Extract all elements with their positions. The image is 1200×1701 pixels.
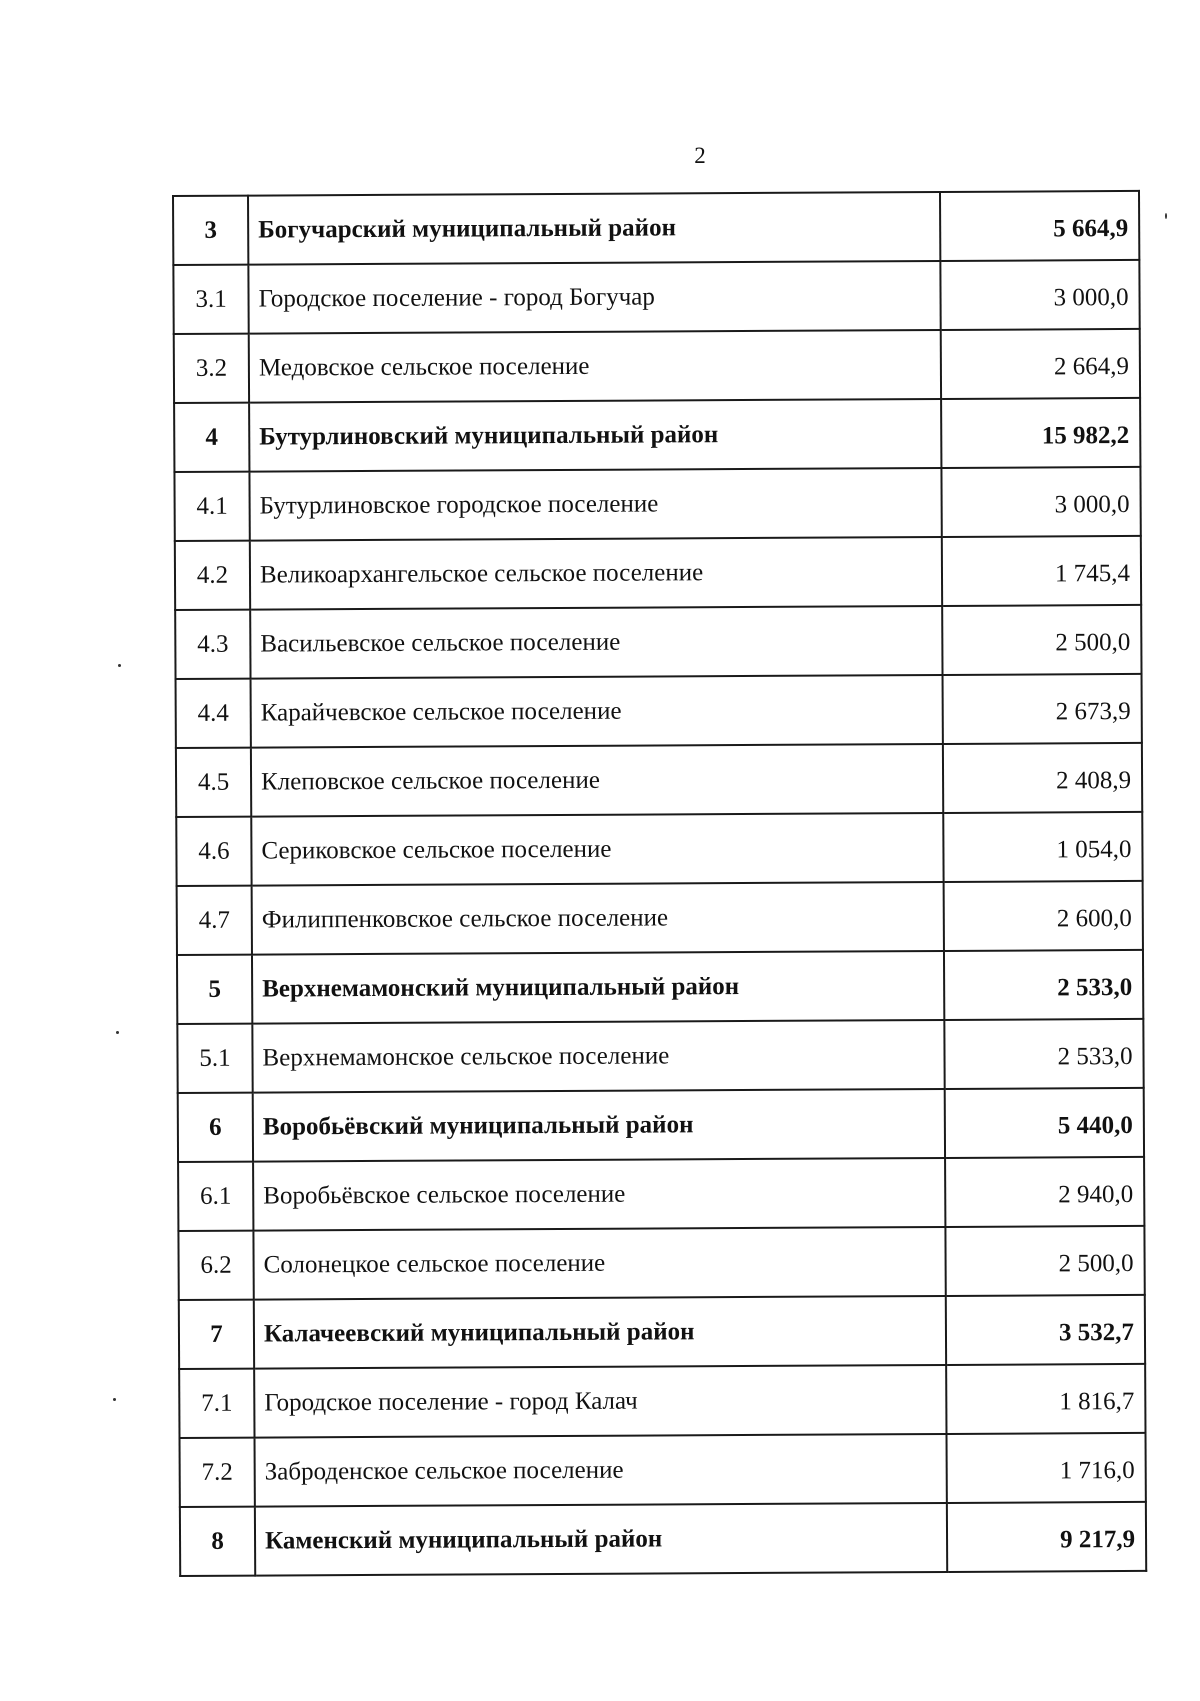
row-number-cell: 4	[174, 403, 249, 472]
row-number-cell: 6.1	[178, 1162, 253, 1231]
row-name-cell: Богучарский муниципальный район	[248, 192, 940, 265]
row-name-cell: Калачеевский муниципальный район	[254, 1296, 946, 1369]
row-name-cell: Медовское сельское поселение	[249, 330, 941, 403]
table-row	[179, 1295, 1145, 1369]
row-number-cell: 4.6	[176, 817, 251, 886]
row-value-cell: 5 440,0	[945, 1088, 1144, 1158]
scan-speck	[1165, 213, 1167, 219]
row-value-cell: 3 532,7	[946, 1295, 1145, 1365]
row-value-cell: 2 600,0	[944, 881, 1143, 951]
row-value-cell: 9 217,9	[947, 1502, 1146, 1572]
table-row	[176, 812, 1142, 886]
row-value-cell: 1 816,7	[946, 1364, 1145, 1434]
row-value-cell: 15 982,2	[941, 398, 1140, 468]
table-row	[176, 674, 1142, 748]
row-number-cell: 4.7	[177, 886, 252, 955]
row-number-cell: 6.2	[178, 1231, 253, 1300]
row-number-cell: 3.2	[174, 334, 249, 403]
row-name-cell: Заброденское сельское поселение	[255, 1434, 947, 1507]
allocation-table-wrapper	[172, 190, 1145, 1577]
row-name-cell: Клеповское сельское поселение	[251, 744, 943, 817]
row-number-cell: 8	[180, 1507, 255, 1576]
table-body	[173, 191, 1146, 1576]
row-name-cell: Великоархангельское сельское поселение	[250, 537, 942, 610]
table-row	[174, 398, 1140, 472]
table-row	[180, 1502, 1146, 1576]
row-name-cell: Верхнемамонский муниципальный район	[252, 951, 944, 1024]
scan-speck	[116, 1031, 119, 1034]
row-number-cell: 4.1	[174, 472, 249, 541]
row-value-cell: 2 673,9	[943, 674, 1142, 744]
row-name-cell: Верхнемамонское сельское поселение	[252, 1020, 944, 1093]
table-row	[178, 1088, 1144, 1162]
row-name-cell: Воробьёвское сельское поселение	[253, 1158, 945, 1231]
row-name-cell: Бутурлиновское городское поселение	[249, 468, 941, 541]
row-name-cell: Васильевское сельское поселение	[250, 606, 942, 679]
row-number-cell: 4.5	[176, 748, 251, 817]
row-value-cell: 2 408,9	[943, 743, 1142, 813]
row-number-cell: 4.2	[175, 541, 250, 610]
row-value-cell: 1 745,4	[942, 536, 1141, 606]
scan-speck	[118, 664, 121, 667]
row-name-cell: Бутурлиновский муниципальный район	[249, 399, 941, 472]
row-name-cell: Каменский муниципальный район	[255, 1503, 947, 1576]
row-value-cell: 2 500,0	[945, 1226, 1144, 1296]
row-number-cell: 4.4	[176, 679, 251, 748]
row-number-cell: 7.2	[180, 1438, 255, 1507]
row-name-cell: Городское поселение - город Калач	[254, 1365, 946, 1438]
table-row	[178, 1226, 1144, 1300]
table-row	[177, 881, 1143, 955]
row-name-cell: Карайчевское сельское поселение	[251, 675, 943, 748]
row-number-cell: 3	[173, 196, 248, 265]
row-value-cell: 3 000,0	[941, 467, 1140, 537]
row-number-cell: 6	[178, 1093, 253, 1162]
page-number: 2	[694, 143, 706, 168]
table-row	[173, 191, 1139, 265]
table-row	[173, 260, 1139, 334]
row-value-cell: 2 533,0	[944, 1019, 1143, 1089]
row-number-cell: 7	[179, 1300, 254, 1369]
row-value-cell: 2 940,0	[945, 1157, 1144, 1227]
table-row	[175, 536, 1141, 610]
table-row	[176, 743, 1142, 817]
table-row	[174, 467, 1140, 541]
row-name-cell: Городское поселение - город Богучар	[248, 261, 940, 334]
row-value-cell: 1 054,0	[943, 812, 1142, 882]
row-name-cell: Филиппенковское сельское поселение	[252, 882, 944, 955]
table-row	[179, 1364, 1145, 1438]
row-name-cell: Воробьёвский муниципальный район	[253, 1089, 945, 1162]
row-name-cell: Сериковское сельское поселение	[251, 813, 943, 886]
scan-speck	[113, 1398, 116, 1401]
row-number-cell: 7.1	[179, 1369, 254, 1438]
row-number-cell: 4.3	[175, 610, 250, 679]
table-row	[177, 1019, 1143, 1093]
table-row	[175, 605, 1141, 679]
row-value-cell: 3 000,0	[940, 260, 1139, 330]
row-number-cell: 5	[177, 955, 252, 1024]
row-value-cell: 5 664,9	[940, 191, 1139, 261]
row-number-cell: 5.1	[177, 1024, 252, 1093]
table-row	[174, 329, 1140, 403]
row-value-cell: 2 500,0	[942, 605, 1141, 675]
allocation-table	[172, 190, 1147, 1577]
row-value-cell: 2 533,0	[944, 950, 1143, 1020]
table-row	[177, 950, 1143, 1024]
table-row	[180, 1433, 1146, 1507]
row-name-cell: Солонецкое сельское поселение	[253, 1227, 945, 1300]
table-row	[178, 1157, 1144, 1231]
row-value-cell: 1 716,0	[946, 1433, 1145, 1503]
row-value-cell: 2 664,9	[941, 329, 1140, 399]
row-number-cell: 3.1	[173, 265, 248, 334]
